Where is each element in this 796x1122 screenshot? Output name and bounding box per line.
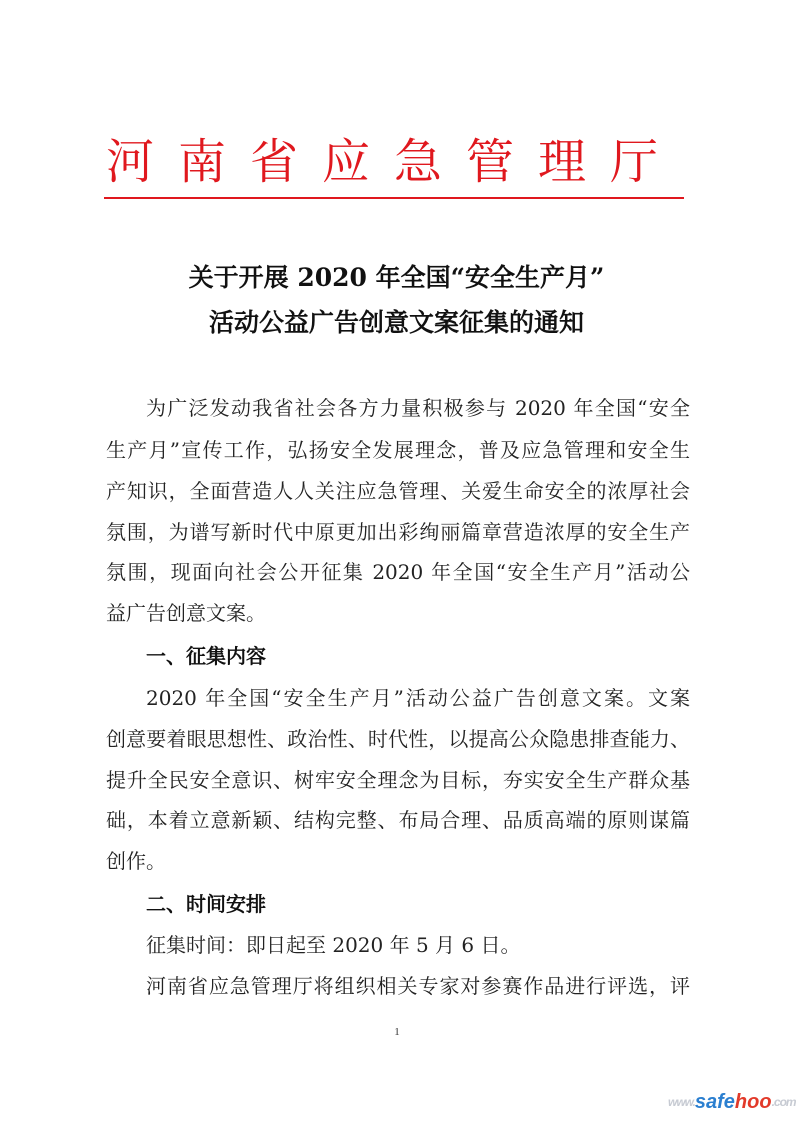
section-heading-content: 一、征集内容 bbox=[146, 644, 266, 668]
section2-line: 征集时间：即日起至 2020 年 5 月 6 日。 bbox=[146, 933, 521, 957]
page-number: 1 bbox=[394, 1026, 400, 1038]
section1-line: 提升全民安全意识、树牢安全理念为目标，夯实安全生产群众基 bbox=[106, 768, 690, 792]
section2-line: 河南省应急管理厅将组织相关专家对参赛作品进行评选，评 bbox=[146, 974, 690, 998]
watermark-prefix: www. bbox=[668, 1095, 695, 1109]
letterhead-rule bbox=[104, 197, 684, 199]
watermark-suffix: .com bbox=[771, 1095, 796, 1109]
section1-line: 创意要着眼思想性、政治性、时代性，以提高公众隐患排查能力、 bbox=[106, 727, 690, 751]
section1-line: 创作。 bbox=[106, 849, 166, 873]
doc-title-line-2: 活动公益广告创意文案征集的通知 bbox=[208, 308, 584, 337]
intro-line: 产知识，全面营造人人关注应急管理、关爱生命安全的浓厚社会 bbox=[106, 479, 690, 503]
watermark-safe: safe bbox=[694, 1091, 735, 1113]
org-letterhead: 河南省应急管理厅 bbox=[105, 134, 682, 190]
intro-line: 氛围，为谱写新时代中原更加出彩绚丽篇章营造浓厚的安全生产 bbox=[106, 520, 690, 544]
intro-line: 生产月”宣传工作，弘扬安全发展理念，普及应急管理和安全生 bbox=[106, 438, 690, 462]
doc-title-line-1: 关于开展 2020 年全国“安全生产月” bbox=[188, 263, 605, 292]
intro-line: 为广泛发动我省社会各方力量积极参与 2020 年全国“安全 bbox=[146, 396, 690, 420]
section1-line: 2020 年全国“安全生产月”活动公益广告创意文案。文案 bbox=[146, 686, 690, 710]
intro-line: 氛围，现面向社会公开征集 2020 年全国“安全生产月”活动公 bbox=[106, 560, 690, 584]
section-heading-schedule: 二、时间安排 bbox=[146, 892, 266, 916]
watermark-hoo: hoo bbox=[734, 1091, 772, 1113]
site-watermark bbox=[668, 1091, 796, 1113]
intro-line: 益广告创意文案。 bbox=[106, 601, 266, 625]
section1-line: 础，本着立意新颖、结构完整、布局合理、品质高端的原则谋篇 bbox=[106, 808, 690, 832]
